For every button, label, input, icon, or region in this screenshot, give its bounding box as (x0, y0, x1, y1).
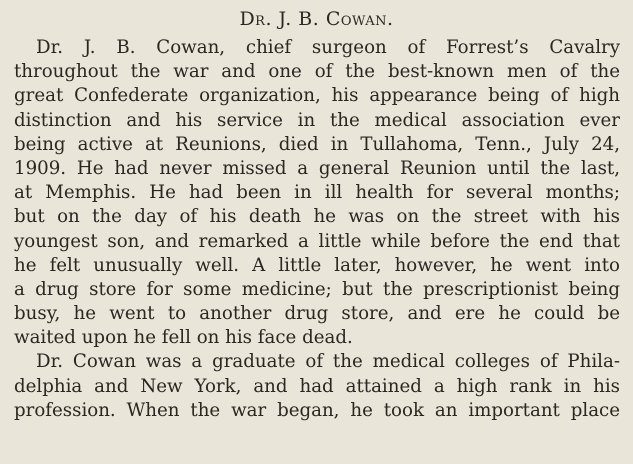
article-body (14, 36, 620, 423)
text-line: at Memphis. He had been in ill health for several months; (14, 182, 620, 204)
text-line: distinction and his service in the medical association ever (14, 109, 620, 131)
text-line: he felt unusually well. A little later, however, he went into (14, 254, 620, 276)
text-line: great Confederate organization, his appearance being of high (14, 85, 620, 107)
text-line: youngest son, and remarked a little while before the end that (14, 230, 620, 252)
text-line: but on the day of his death he was on the street with his (14, 206, 620, 228)
text-line: waited upon he fell on his face dead. (14, 327, 353, 349)
paragraph-1 (14, 36, 620, 350)
text-line: busy, he went to another drug store, and ere he could be (14, 303, 620, 325)
text-line: a drug store for some medicine; but the prescriptionist being (14, 278, 620, 300)
text-line: profession. When the war began, he took an important place (14, 399, 620, 421)
article-title: Dr. J. B. Cowan. (239, 8, 394, 30)
text-line: being active at Reunions, died in Tullahoma, Tenn., July 24, (14, 133, 620, 155)
text-line: 1909. He had never missed a general Reunion until the last, (14, 157, 620, 179)
text-line: Dr. J. B. Cowan, chief surgeon of Forrest’s Cavalry (36, 37, 620, 58)
text-line: delphia and New York, and had attained a high rank in his (14, 375, 620, 397)
text-line: Dr. Cowan was a graduate of the medical colleges of Phila- (36, 351, 620, 373)
paragraph-2 (14, 350, 620, 423)
text-line: throughout the war and one of the best-known men of the (14, 61, 620, 83)
